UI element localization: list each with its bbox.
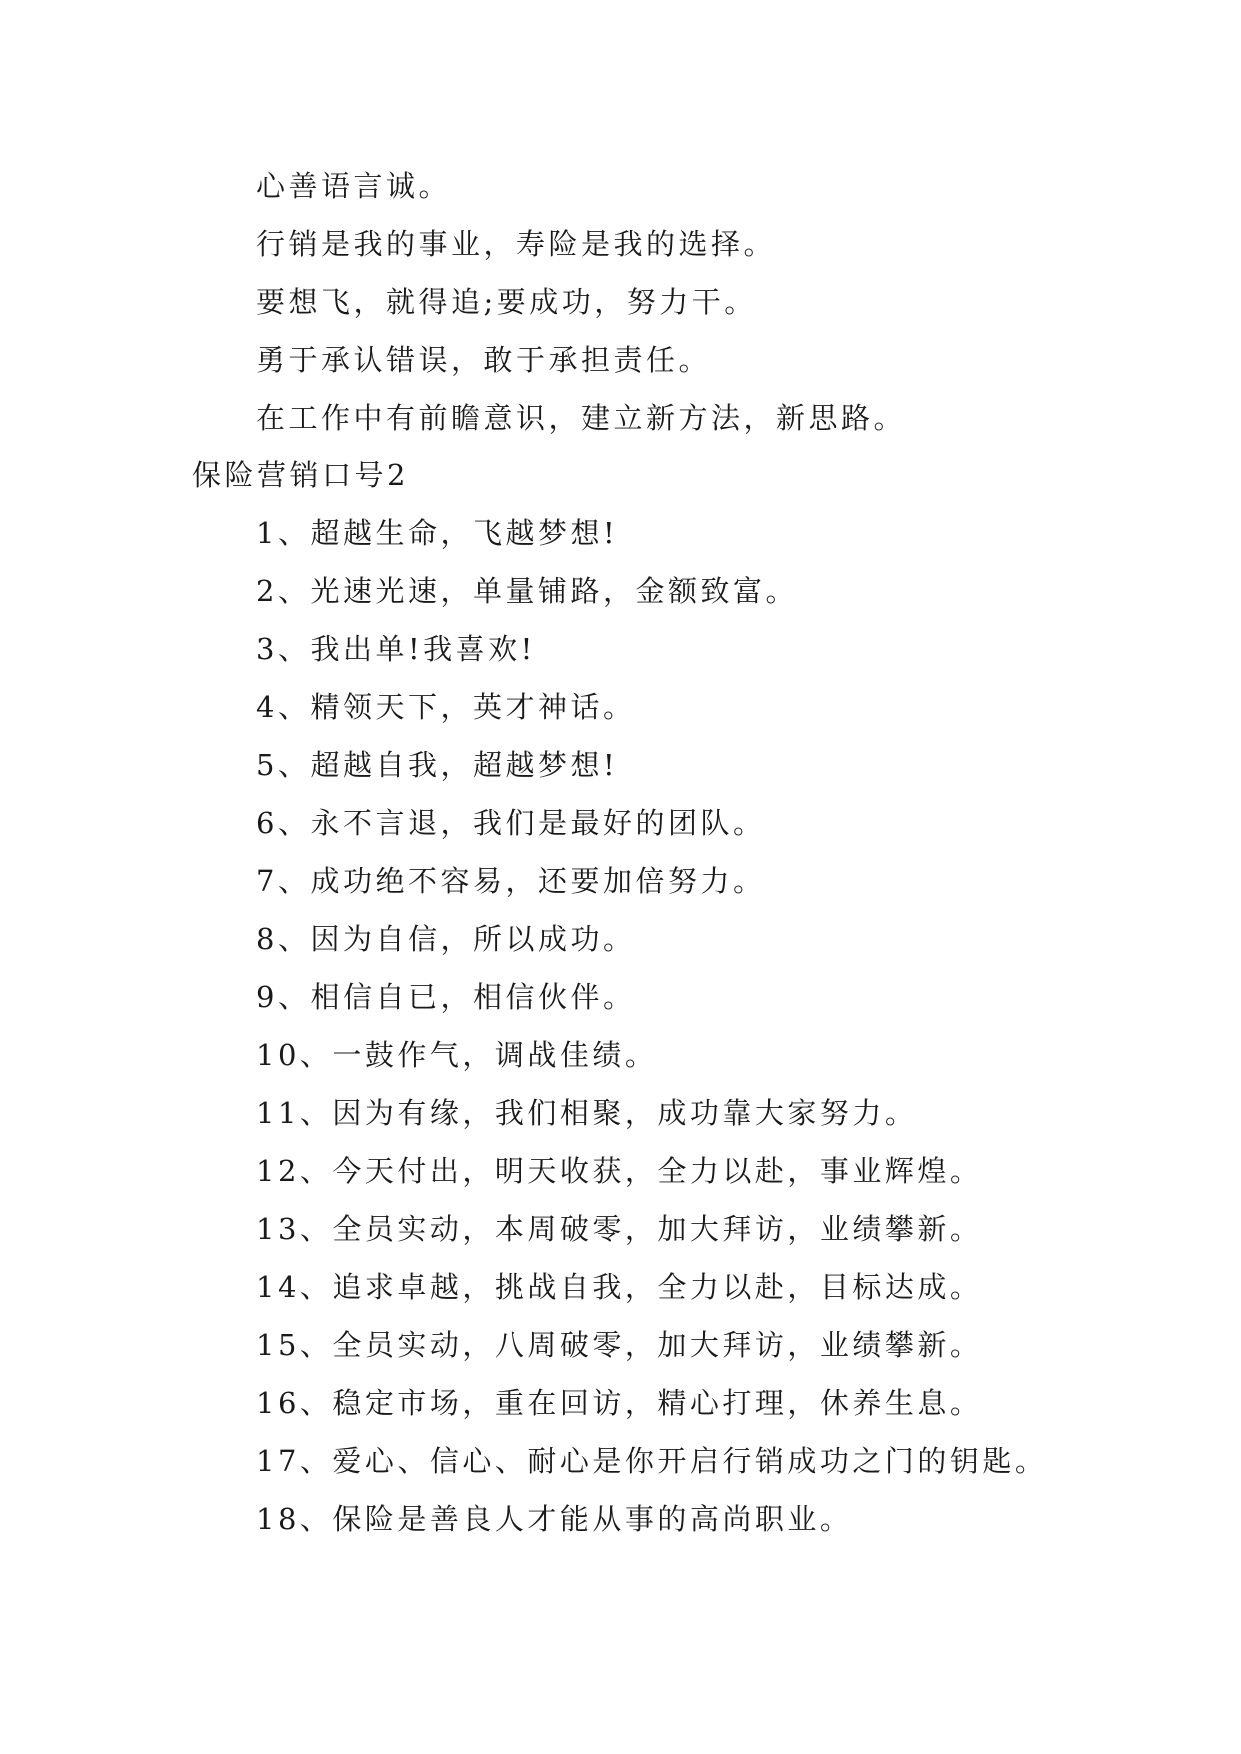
intro-line: 在工作中有前瞻意识，建立新方法，新思路。 (256, 401, 907, 435)
list-item: 7、成功绝不容易，还要加倍努力。 (256, 864, 766, 898)
list-item: 13、全员实动，本周破零，加大拜访，业绩攀新。 (256, 1212, 983, 1246)
list-item: 5、超越自我，超越梦想! (256, 748, 619, 782)
intro-line: 勇于承认错误，敢于承担责任。 (256, 343, 712, 377)
section-title: 保险营销口号2 (192, 458, 409, 492)
list-item: 15、全员实动，八周破零，加大拜访，业绩攀新。 (256, 1328, 983, 1362)
list-item: 4、精领天下，英才神话。 (256, 690, 636, 724)
list-item: 3、我出单!我喜欢! (256, 632, 536, 666)
list-item: 9、相信自已，相信伙伴。 (256, 980, 636, 1014)
list-item: 8、因为自信，所以成功。 (256, 922, 636, 956)
intro-line: 行销是我的事业，寿险是我的选择。 (256, 227, 777, 261)
list-item: 11、因为有缘，我们相聚，成功靠大家努力。 (256, 1096, 918, 1130)
list-item: 14、追求卓越，挑战自我，全力以赴，目标达成。 (256, 1270, 983, 1304)
list-item: 2、光速光速，单量铺路，金额致富。 (256, 574, 798, 608)
list-item: 6、永不言退，我们是最好的团队。 (256, 806, 766, 840)
intro-line: 心善语言诚。 (256, 169, 452, 203)
list-item: 18、保险是善良人才能从事的高尚职业。 (256, 1502, 853, 1536)
intro-line: 要想飞，就得追;要成功，努力干。 (256, 285, 757, 319)
list-item: 10、一鼓作气，调战佳绩。 (256, 1038, 658, 1072)
list-item: 16、稳定市场，重在回访，精心打理，休养生息。 (256, 1386, 983, 1420)
list-item: 17、爱心、信心、耐心是你开启行销成功之门的钥匙。 (256, 1444, 1048, 1478)
list-item: 1、超越生命，飞越梦想! (256, 516, 619, 550)
list-item: 12、今天付出，明天收获，全力以赴，事业辉煌。 (256, 1154, 983, 1188)
